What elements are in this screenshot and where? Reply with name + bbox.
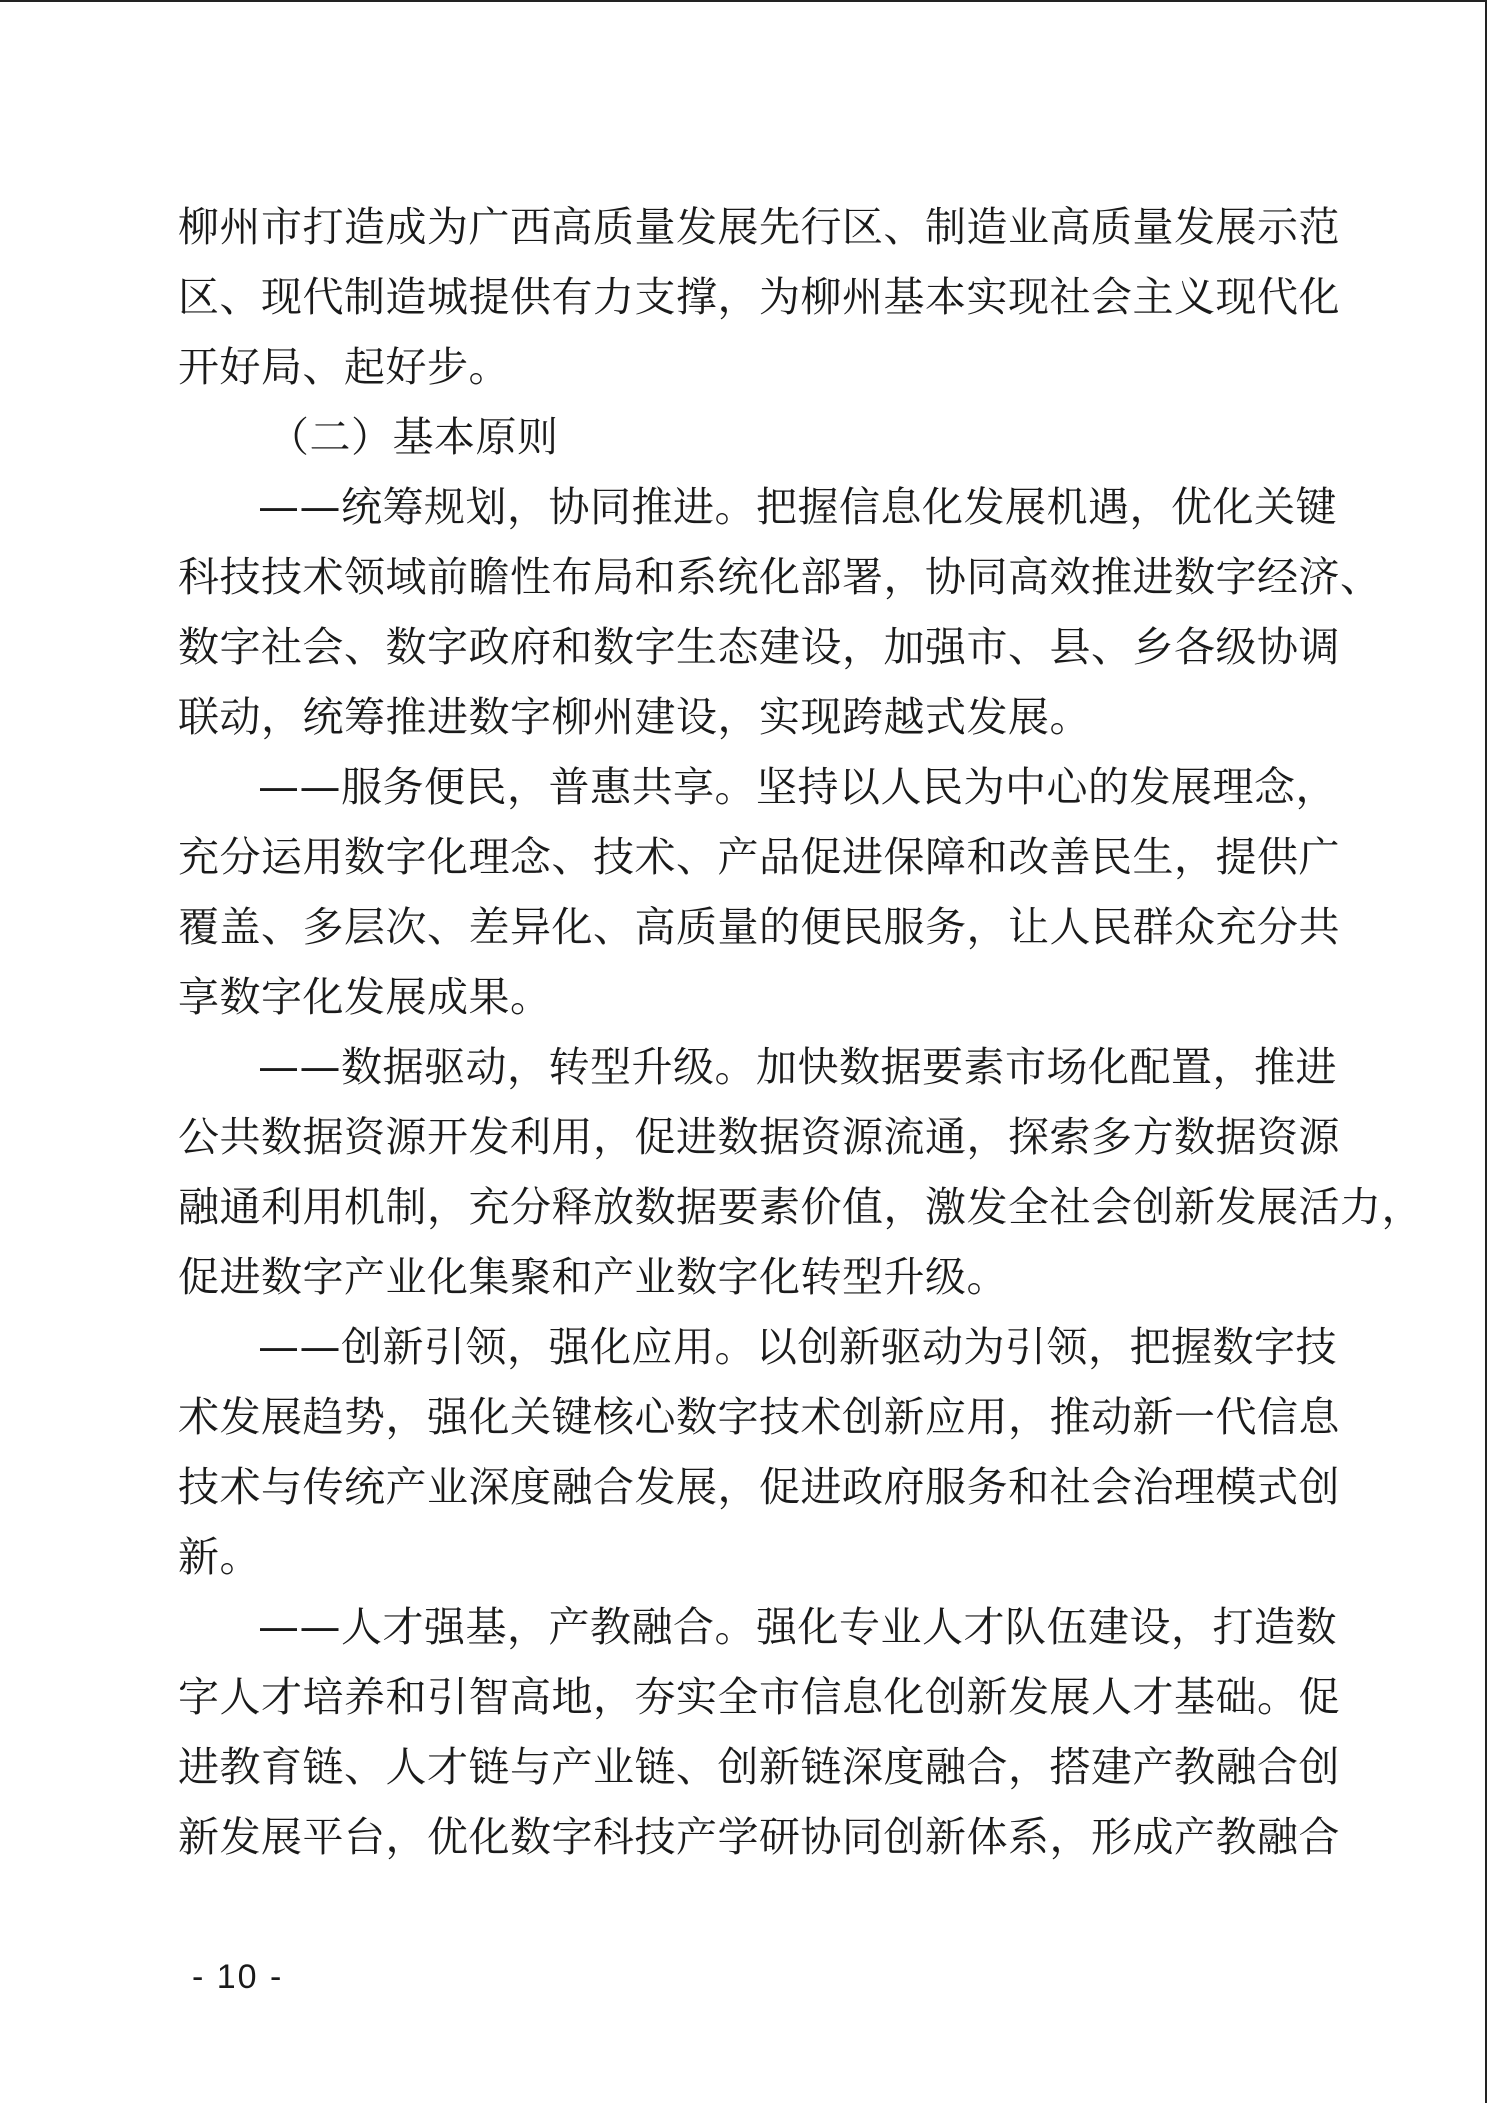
text-line: 充分运用数字化理念、技术、产品促进保障和改善民生，提供广 [178, 833, 1340, 881]
text-line: ——人才强基，产教融合。强化专业人才队伍建设，打造数 [258, 1603, 1337, 1651]
text-line: 联动，统筹推进数字柳州建设，实现跨越式发展。 [178, 693, 1091, 741]
text-line: ——服务便民，普惠共享。坚持以人民为中心的发展理念， [258, 763, 1337, 811]
text-line: 科技技术领域前瞻性布局和系统化部署，协同高效推进数字经济、 [178, 553, 1382, 601]
text-line: 新发展平台，优化数字科技产学研协同创新体系，形成产教融合 [178, 1813, 1340, 1861]
text-line: 数字社会、数字政府和数字生态建设，加强市、县、乡各级协调 [178, 623, 1340, 671]
section-heading: （二）基本原则 [268, 413, 559, 461]
document-body [178, 192, 1423, 1872]
text-line: ——创新引领，强化应用。以创新驱动为引领，把握数字技 [258, 1323, 1337, 1371]
text-line: 术发展趋势，强化关键核心数字技术创新应用，推动新一代信息 [178, 1393, 1340, 1441]
text-line: 促进数字产业化集聚和产业数字化转型升级。 [178, 1253, 1008, 1301]
text-line: 区、现代制造城提供有力支撑，为柳州基本实现社会主义现代化 [178, 273, 1340, 321]
text-line: 享数字化发展成果。 [178, 973, 552, 1021]
text-line: 字人才培养和引智高地，夯实全市信息化创新发展人才基础。促 [178, 1673, 1340, 1721]
text-line: 技术与传统产业深度融合发展，促进政府服务和社会治理模式创 [178, 1463, 1340, 1511]
text-line: 融通利用机制，充分释放数据要素价值，激发全社会创新发展活力， [178, 1183, 1423, 1231]
page-number: - 10 - [192, 1958, 284, 1996]
text-line: ——统筹规划，协同推进。把握信息化发展机遇，优化关键 [258, 483, 1337, 531]
text-line: 新。 [178, 1533, 261, 1581]
text-line: ——数据驱动，转型升级。加快数据要素市场化配置，推进 [258, 1043, 1337, 1091]
text-line: 柳州市打造成为广西高质量发展先行区、制造业高质量发展示范 [178, 203, 1340, 251]
text-line: 覆盖、多层次、差异化、高质量的便民服务，让人民群众充分共 [178, 903, 1340, 951]
text-line: 开好局、起好步。 [178, 343, 510, 391]
text-line: 公共数据资源开发利用，促进数据资源流通，探索多方数据资源 [178, 1113, 1340, 1161]
text-line: 进教育链、人才链与产业链、创新链深度融合，搭建产教融合创 [178, 1743, 1340, 1791]
